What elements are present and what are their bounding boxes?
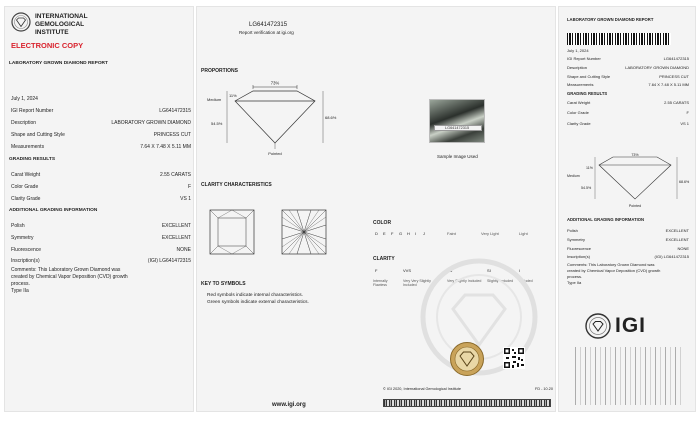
right-stub-panel <box>558 6 696 412</box>
copyright-notice: © IGI 2020, International Gemological Institute <box>383 387 461 391</box>
stub-info-label: Shape and Cutting Style <box>567 74 611 79</box>
stub-proportions-diagram <box>565 153 693 211</box>
stub-additional-value: EXCELLENT <box>665 228 689 233</box>
stub-grading-label: Clarity Grade <box>567 121 591 126</box>
stub-info-value: LG641472315 <box>663 56 689 61</box>
color-grade-letter: E <box>383 231 386 236</box>
stub-pavilion-percent: 54.5% <box>581 186 592 190</box>
form-code: FD - 10.20 <box>535 387 553 391</box>
stub-culet-label: Pointed <box>628 204 642 208</box>
girdle-label: Medium <box>207 97 222 102</box>
info-label: Description <box>11 120 37 126</box>
grading-label: Clarity Grade <box>11 196 41 202</box>
info-label: Measurements <box>11 144 45 150</box>
stub-comments-line2: created by Chemical Vapor Deposition (CVD) growth <box>567 268 661 273</box>
stub-grading-value: VS 1 <box>680 121 689 126</box>
stub-grading-label: Carat Weight <box>567 100 591 105</box>
sample-image-caption: Sample Image Used <box>437 154 478 159</box>
igi-seal-icon <box>11 12 31 32</box>
comments-line1: Comments: This Laboratory Grown Diamond was <box>11 267 121 273</box>
org-name-line2: GEMOLOGICAL <box>35 21 85 28</box>
additional-value: (IGI) LG641472315 <box>147 258 191 264</box>
clarity-characteristics-heading: CLARITY CHARACTERISTICS <box>201 182 272 188</box>
stub-additional-heading: ADDITIONAL GRADING INFORMATION <box>567 217 645 222</box>
stub-barcode <box>567 33 671 45</box>
stub-info-value: 7.64 X 7.48 X 5.11 MM <box>648 82 689 87</box>
left-summary-panel <box>4 6 194 412</box>
org-name-line1: INTERNATIONAL <box>35 13 88 20</box>
stub-comments-line4: Type IIa <box>567 280 582 285</box>
grading-value: 2.55 CARATS <box>159 172 191 178</box>
color-grade-letter: H <box>407 231 410 236</box>
igi-brand-logo: IGI <box>615 314 647 337</box>
stub-comments-line1: Comments: This Laboratory Grown Diamond was <box>567 262 655 267</box>
middle-detail-panel <box>196 6 556 412</box>
clarity-description: Slightly Included <box>487 279 514 283</box>
clarity-grade: VS <box>447 268 453 273</box>
stub-grading-label: Color Grade <box>567 110 589 115</box>
key-to-symbols-heading: KEY TO SYMBOLS <box>201 281 246 287</box>
clarity-grade: SI <box>487 268 491 273</box>
stub-info-label: Description <box>567 65 588 70</box>
stub-additional-label: Symmetry <box>567 237 585 242</box>
color-grade-letter: I <box>415 231 417 236</box>
key-internal-note: Red symbols indicate internal characteristics. <box>207 293 303 298</box>
additional-label: Polish <box>11 223 25 229</box>
color-grade-letter: F <box>391 231 394 236</box>
grading-results-heading: GRADING RESULTS <box>9 157 56 162</box>
comments-line3: process. <box>11 281 30 287</box>
qr-code-icon <box>503 347 525 369</box>
clarity-plot-crown <box>209 209 255 255</box>
color-range-very-light: Very Light <box>481 231 499 236</box>
additional-label: Fluorescence <box>11 247 42 253</box>
igi-logo-seal-icon <box>585 313 611 339</box>
electronic-copy-label: ELECTRONIC COPY <box>11 41 84 50</box>
info-value: LG641472315 <box>159 108 191 114</box>
clarity-description: Internally Flawless <box>373 279 388 288</box>
stub-additional-label: Fluorescence <box>567 246 592 251</box>
org-name-line3: INSTITUTE <box>35 29 69 36</box>
clarity-description: Very Slightly Included <box>447 279 482 283</box>
clarity-grade: F <box>375 268 378 273</box>
stub-additional-value: (IGI) LG641472315 <box>654 254 689 259</box>
photo-report-number: LG641472315 <box>445 125 470 130</box>
clarity-scale-heading: CLARITY <box>373 256 395 262</box>
additional-value: NONE <box>176 247 191 253</box>
stub-additional-value: NONE <box>677 246 689 251</box>
report-date: July 1, 2024 <box>11 96 38 102</box>
stub-additional-value: EXCELLENT <box>665 237 689 242</box>
stub-additional-label: Polish <box>567 228 578 233</box>
clarity-plot-pavilion <box>281 209 327 255</box>
report-number-header: LG641472315 <box>249 22 288 28</box>
grading-label: Color Grade <box>11 184 39 190</box>
info-value: PRINCESS CUT <box>153 132 191 138</box>
stub-report-title: LABORATORY GROWN DIAMOND REPORT <box>567 17 654 22</box>
clarity-description: Very Very Slightly Included <box>403 279 431 288</box>
pavilion-percent: 54.5% <box>211 121 223 126</box>
crown-percent: 11% <box>229 93 237 98</box>
color-grade-letter: G <box>399 231 403 236</box>
verification-text: Report verification at igi.org <box>239 30 294 35</box>
additional-label: Inscription(s) <box>11 258 40 264</box>
stub-date: July 1, 2024 <box>567 48 589 53</box>
key-external-note: Green symbols indicate external characteristics. <box>207 300 309 305</box>
depth-percent: 68.6% <box>325 115 337 120</box>
clarity-description: Included <box>519 279 533 283</box>
grading-label: Carat Weight <box>11 172 41 178</box>
grading-value: VS 1 <box>180 196 191 202</box>
info-label: IGI Report Number <box>11 108 54 114</box>
stub-grading-value: F <box>686 110 689 115</box>
stub-crown-percent: 11% <box>586 166 593 170</box>
culet-label: Pointed <box>268 151 282 156</box>
proportions-heading: PROPORTIONS <box>201 68 238 74</box>
stub-info-label: IGI Report Number <box>567 56 601 61</box>
stub-depth-percent: 68.6% <box>679 180 690 184</box>
sample-photo <box>429 99 485 143</box>
grading-value: F <box>187 184 191 190</box>
comments-line4: Type IIa <box>11 288 29 294</box>
report-title: LABORATORY GROWN DIAMOND REPORT <box>9 61 108 66</box>
stub-info-value: PRINCESS CUT <box>659 74 689 79</box>
color-range-light: Light <box>519 231 528 236</box>
additional-info-heading: ADDITIONAL GRADING INFORMATION <box>9 208 98 213</box>
comments-line2: created by Chemical Vapor Deposition (CVD) growth <box>11 274 128 280</box>
stub-info-label: Measurements <box>567 82 594 87</box>
stub-comments-line3: process. <box>567 274 583 279</box>
clarity-grade: VVS <box>403 268 412 273</box>
stub-rotated-summary-block <box>571 347 685 405</box>
proportions-diagram <box>207 81 337 161</box>
stub-table-percent: 73% <box>631 153 639 157</box>
stub-info-value: LABORATORY GROWN DIAMOND <box>625 65 689 70</box>
additional-value: EXCELLENT <box>161 235 191 241</box>
color-grade-letter: D <box>375 231 378 236</box>
security-strip <box>383 399 551 407</box>
color-grade-letter: J <box>423 231 425 236</box>
igi-gold-seal-icon <box>449 341 485 377</box>
stub-girdle-label: Medium <box>567 174 580 178</box>
website-link[interactable]: www.igi.org <box>272 402 306 408</box>
table-percent: 73% <box>270 81 280 86</box>
info-label: Shape and Cutting Style <box>11 132 65 138</box>
additional-label: Symmetry <box>11 235 34 241</box>
info-value: 7.64 X 7.48 X 5.11 MM <box>140 144 191 150</box>
additional-value: EXCELLENT <box>161 223 191 229</box>
stub-additional-label: Inscription(s) <box>567 254 590 259</box>
photo-label-bar <box>434 125 482 131</box>
clarity-grade: I <box>519 268 521 273</box>
stub-grading-heading: GRADING RESULTS <box>567 91 608 96</box>
color-scale-heading: COLOR <box>373 220 392 226</box>
info-value: LABORATORY GROWN DIAMOND <box>111 120 191 126</box>
stub-grading-value: 2.55 CARATS <box>664 100 689 105</box>
color-range-faint: Faint <box>447 231 456 236</box>
